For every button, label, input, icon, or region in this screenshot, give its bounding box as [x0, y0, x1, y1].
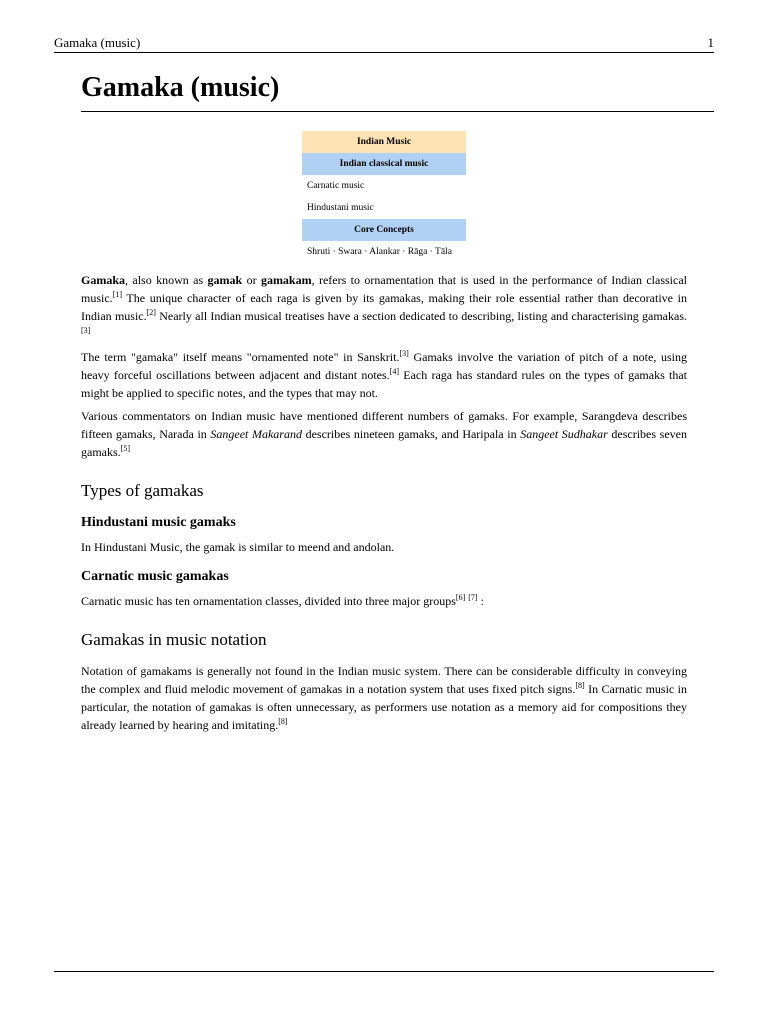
citation-4[interactable]: [4]: [389, 367, 399, 376]
term-gamakam: gamakam: [260, 273, 312, 287]
citation-6[interactable]: [6]: [455, 593, 466, 602]
infobox: [302, 131, 466, 263]
term-gamak: gamak: [207, 273, 243, 287]
citation-5[interactable]: [5]: [120, 444, 130, 453]
page-header: [54, 34, 714, 53]
notation-paragraph: Notation of gamakams is generally not found in the Indian music system. There can be considerable difficulty in conveying the complex and fluid melodic movement of gamakas in a notation system that uses fixed pitch signs.[8] In Carnatic music in particular, the notation of gamakas is often unnecessary, as performers use notation as a memory aid for compositions they already learned by hearing and imitating.[8]: [81, 664, 687, 732]
page-number: 1: [707, 35, 714, 50]
infobox-section-core: Core Concepts: [302, 219, 466, 241]
article-body: [81, 271, 687, 739]
infobox-section-classical[interactable]: Indian classical music: [302, 153, 466, 175]
heading-hindustani-gamaks: Hindustani music gamaks: [81, 515, 236, 530]
citation-8[interactable]: [8]: [575, 681, 585, 690]
term-gamaka: Gamaka: [81, 273, 126, 287]
carnatic-paragraph: Carnatic music has ten ornamentation classes, divided into three major groups[6] [7] :: [81, 593, 484, 608]
infobox-item-hindustani[interactable]: Hindustani music: [307, 203, 374, 213]
citation-2[interactable]: [2]: [146, 308, 156, 317]
citation-7[interactable]: [7]: [468, 593, 478, 602]
article-title: Gamaka (music): [81, 68, 714, 112]
title-sangeet-sudhakar: Sangeet Sudhakar: [520, 427, 608, 441]
footer-rule: [54, 971, 714, 972]
title-sangeet-makarand: Sangeet Makarand: [210, 427, 302, 441]
infobox-concepts[interactable]: Shruti · Swara · Alankar · Rāga · Tāla: [307, 247, 452, 257]
citation-3[interactable]: [3]: [399, 349, 409, 358]
hindustani-paragraph: In Hindustani Music, the gamak is similar to meend and andolan.: [81, 540, 395, 554]
infobox-item-carnatic[interactable]: Carnatic music: [307, 181, 365, 191]
running-title: Gamaka (music): [54, 35, 141, 50]
citation-8[interactable]: [8]: [278, 717, 288, 726]
infobox-title: Indian Music: [302, 131, 466, 153]
citation-1[interactable]: [1]: [112, 290, 122, 299]
commentators-paragraph: Various commentators on Indian music have mentioned different numbers of gamaks. For example, Sarangdeva describes fifteen gamaks, Narada in Sangeet Makarand describes nineteen gamaks, and Haripala in Sangeet Sudhakar describes seven gamaks.[5]: [81, 409, 687, 459]
citation-3[interactable]: [3]: [81, 326, 91, 335]
intro-paragraph: Gamaka, also known as gamak or gamakam, refers to ornamentation that is used in the performance of Indian classical music.[1] The unique character of each raga is given by its gamakas, making their role essential rather than decorative in Indian music.[2] Nearly all Indian musical treatises have a section dedicated to describing, listing and characterising gamakas.[3]: [81, 273, 687, 335]
heading-gamakas-in-notation: Gamakas in music notation: [81, 630, 267, 649]
heading-types-of-gamakas: Types of gamakas: [81, 481, 204, 500]
heading-carnatic-gamakas: Carnatic music gamakas: [81, 569, 229, 584]
term-paragraph: The term "gamaka" itself means "ornamented note" in Sanskrit.[3] Gamaks involve the variation of pitch of a note, using heavy forceful oscillations between adjacent and distant notes.[4] Each raga has standard rules on the types of gamaks that might be applied to specific notes, and the types that may not.: [81, 349, 687, 400]
